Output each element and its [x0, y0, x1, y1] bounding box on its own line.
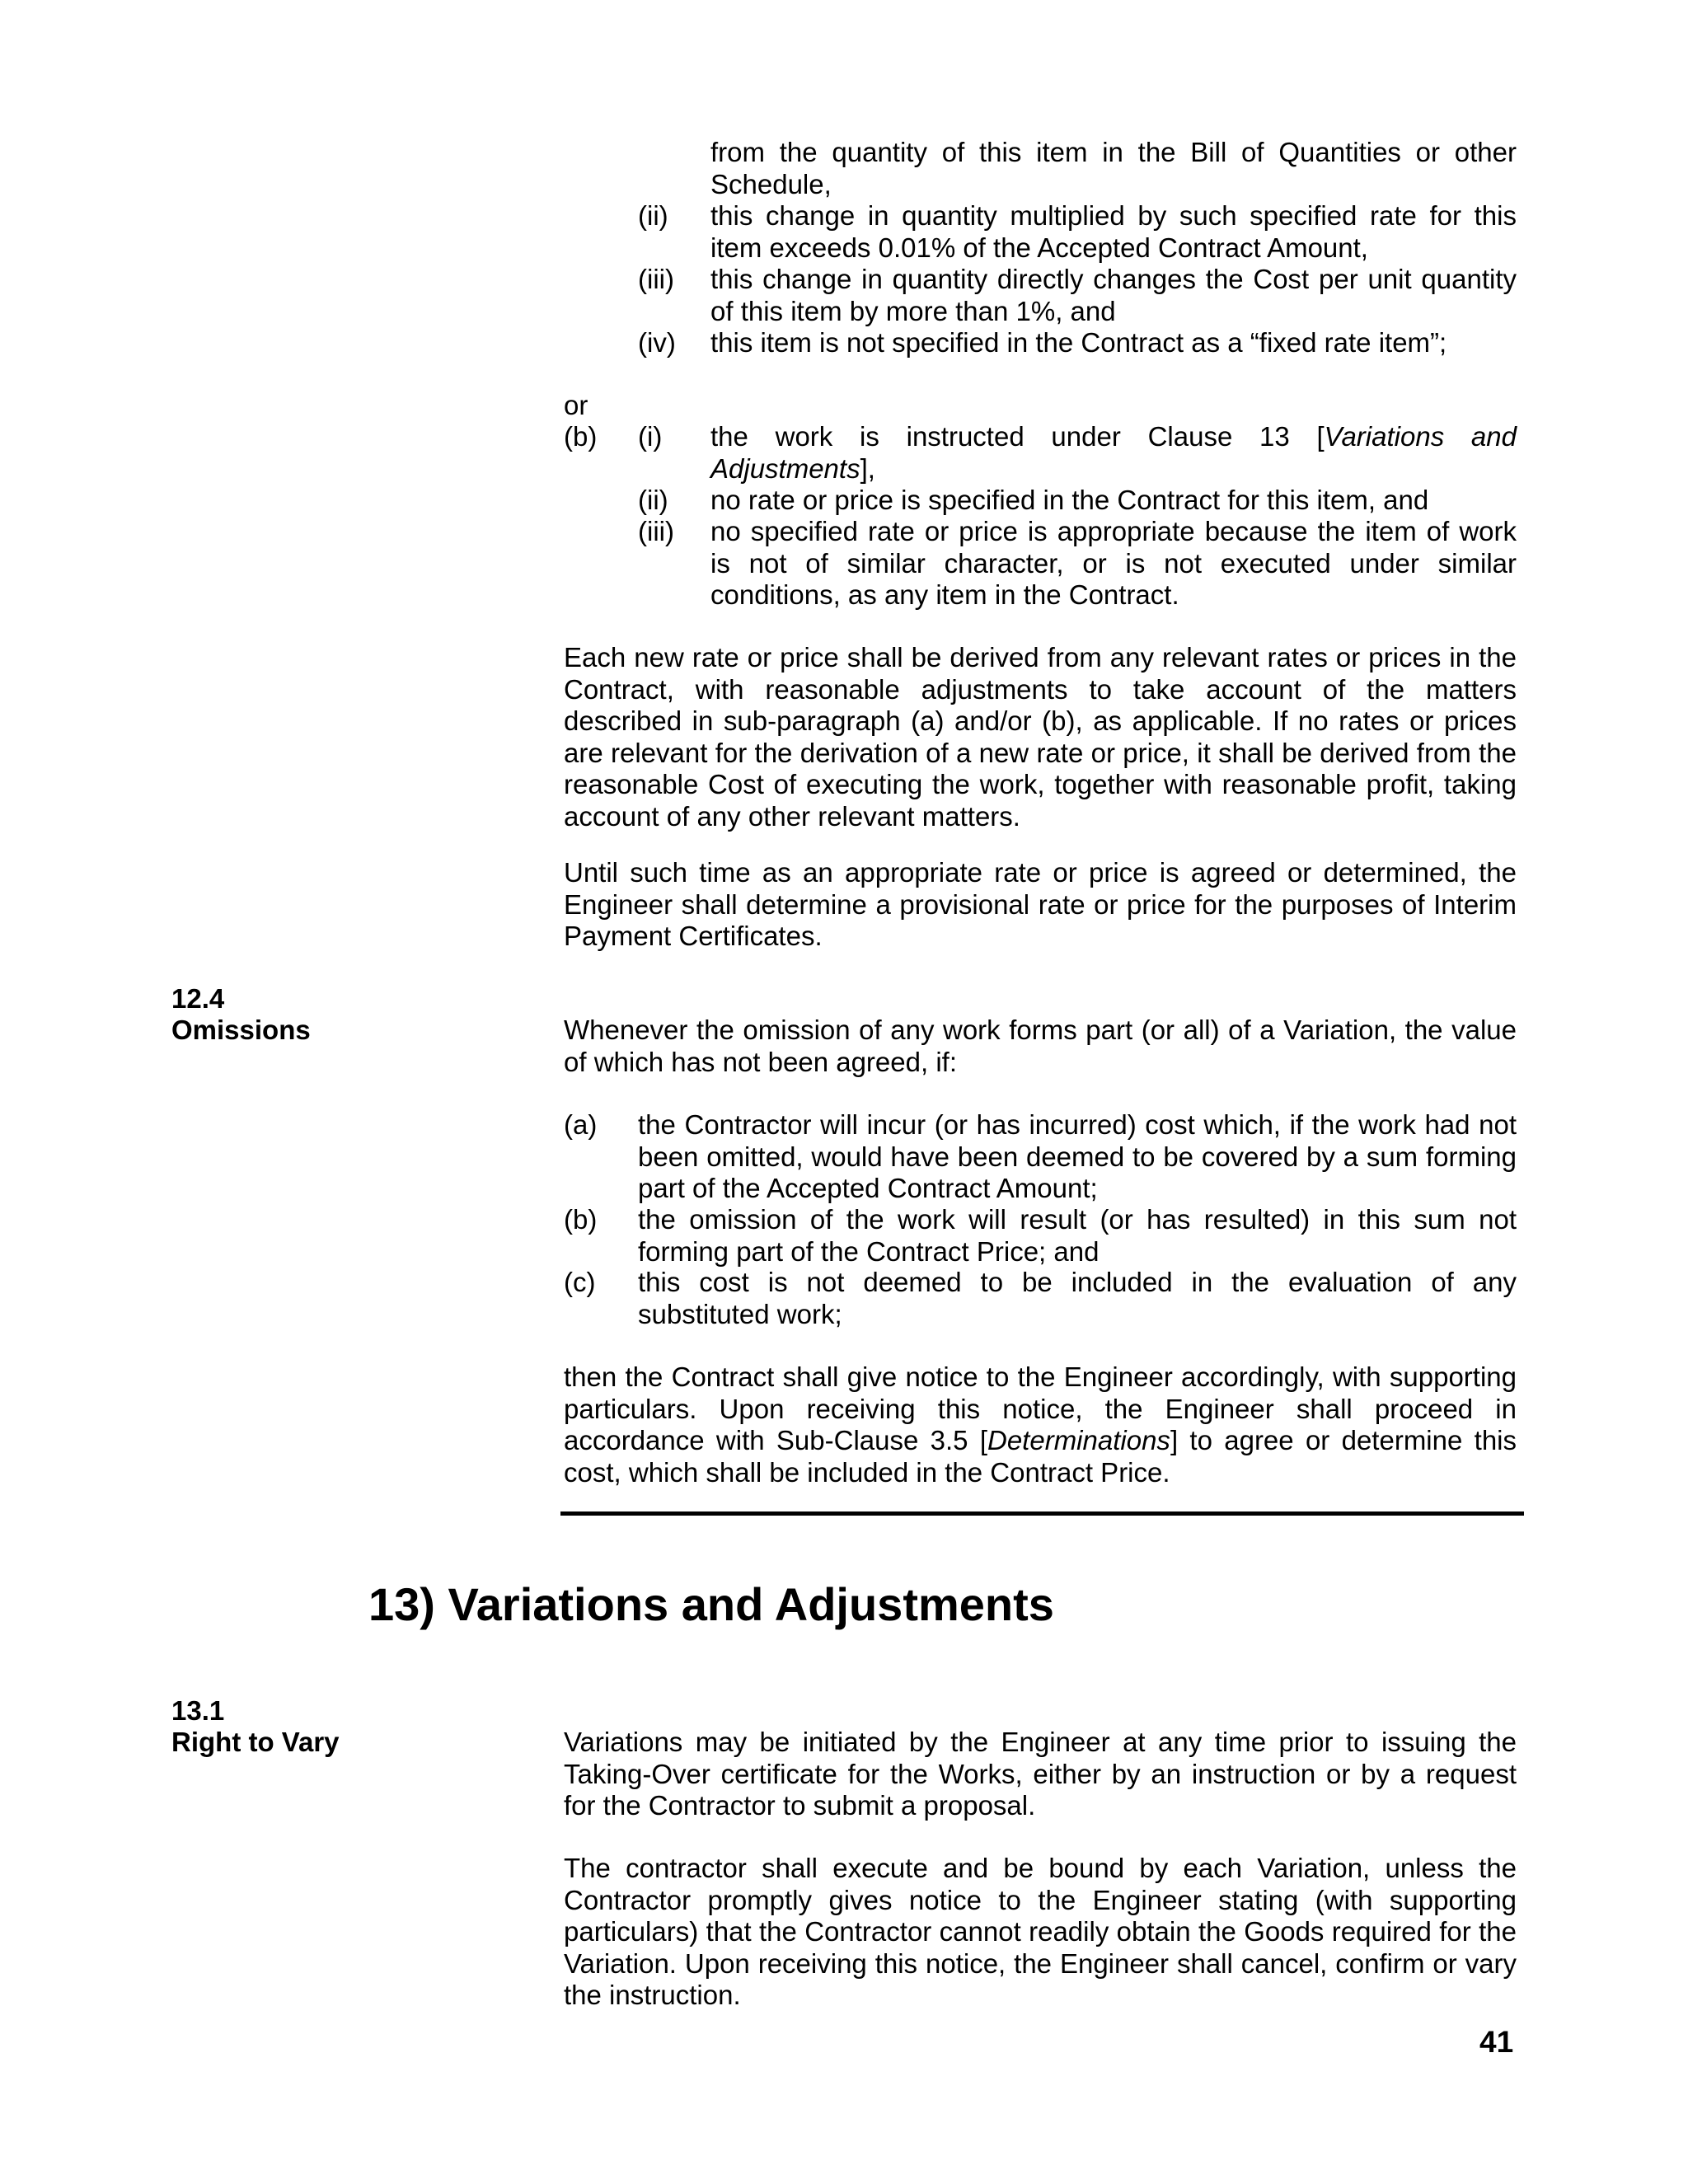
item-a-ii-marker: (ii) — [638, 200, 668, 231]
item-b-iii-text: no specified rate or price is appropriate because the item of work is not of similar character, or is not executed under similar conditions, as any item in the Contract. — [710, 516, 1517, 610]
section-13-1-number: 13.1 — [171, 1695, 225, 1726]
section-12-4-title: Omissions — [171, 1015, 311, 1045]
omissions-item-c-marker: (c) — [564, 1267, 596, 1297]
item-b-marker: (b) — [564, 421, 598, 452]
paragraph-new-rate: Each new rate or price shall be derived from any relevant rates or prices in the Contract, with reasonable adjustments to take account of the matters described in sub-paragraph (a) and/or (b), as applicable. If no rates or prices are relevant for the derivation of a new rate or price, it shall be derived from the reasonable Cost of executing the work, together with reasonable profit, taking account of any other relevant matters. — [564, 642, 1517, 832]
section-13-1-title: Right to Vary — [171, 1727, 340, 1757]
right-to-vary-paragraph-1: Variations may be initiated by the Engineer at any time prior to issuing the Taking-Over certificate for the Works, either by an instruction or by a request for the Contractor to submit a proposal. — [564, 1727, 1517, 1821]
right-to-vary-paragraph-2: The contractor shall execute and be bound by each Variation, unless the Contractor promptly gives notice to the Engineer stating (with supporting particulars) that the Contractor cannot readily obtain the Goods required for the Variation. Upon receiving this notice, the Engineer shall cancel, confirm or vary the instruction. — [564, 1853, 1517, 2010]
omissions-determinations-ref: Determinations — [987, 1425, 1170, 1455]
item-b-i-marker: (i) — [638, 421, 663, 452]
section-12-4-number: 12.4 — [171, 983, 225, 1014]
item-b-i-text — [710, 421, 1517, 485]
omissions-item-b-text: the omission of the work will result (or has resulted) in this sum not forming part of the Contract Price; and — [638, 1204, 1517, 1267]
item-a-ii-text: this change in quantity multiplied by such specified rate for this item exceeds 0.01% of the Accepted Contract Amount, — [710, 200, 1517, 263]
item-b-iii-marker: (iii) — [638, 516, 674, 546]
omissions-item-a-marker: (a) — [564, 1109, 598, 1140]
section-divider-rule — [560, 1511, 1524, 1516]
omissions-item-a-text: the Contractor will incur (or has incurred) cost which, if the work had not been omitted, would have been deemed to be covered by a sum forming part of the Accepted Contract Amount; — [638, 1109, 1517, 1203]
omissions-item-c-text: this cost is not deemed to be included in the evaluation of any substituted work; — [638, 1267, 1517, 1329]
omissions-then-paragraph — [564, 1361, 1517, 1488]
item-b-ii-text: no rate or price is specified in the Contract for this item, and — [710, 485, 1429, 515]
omissions-intro: Whenever the omission of any work forms part (or all) of a Variation, the value of which has not been agreed, if: — [564, 1015, 1517, 1077]
omissions-then-post: ] to agree or determine this cost, which shall be included in the Contract Price. — [564, 1425, 1517, 1488]
item-b-i-text-pre: the work is instructed under Clause 13 [ — [710, 421, 1325, 452]
item-b-i-text-post: ], — [860, 452, 875, 484]
item-a-iii-text: this change in quantity directly changes the Cost per unit quantity of this item by more than 1%, and — [710, 264, 1517, 326]
chapter-heading: 13) Variations and Adjustments — [368, 1578, 1054, 1630]
omissions-then-pre: then the Contract shall give notice to the Engineer accordingly, with supporting particulars. Upon receiving this notice, the Engineer shall proceed in accordance with Sub-Clause 3.5 [ — [564, 1361, 1517, 1455]
omissions-item-b-marker: (b) — [564, 1204, 598, 1235]
item-a-iii-marker: (iii) — [638, 264, 674, 294]
item-b-ii-marker: (ii) — [638, 485, 668, 515]
item-a-iv-marker: (iv) — [638, 327, 676, 358]
item-b-i-clause-title: Variations and Adjustments — [710, 421, 1517, 484]
or-label: or — [564, 390, 588, 420]
paragraph-provisional-rate: Until such time as an appropriate rate or price is agreed or determined, the Engineer shall determine a provisional rate or price for the purposes of Interim Payment Certificates. — [564, 857, 1517, 951]
item-a-i-tail: from the quantity of this item in the Bill of Quantities or other Schedule, — [710, 137, 1517, 199]
item-a-iv-text: this item is not specified in the Contract as a “fixed rate item”; — [710, 327, 1447, 358]
page-number: 41 — [1479, 2025, 1514, 2059]
